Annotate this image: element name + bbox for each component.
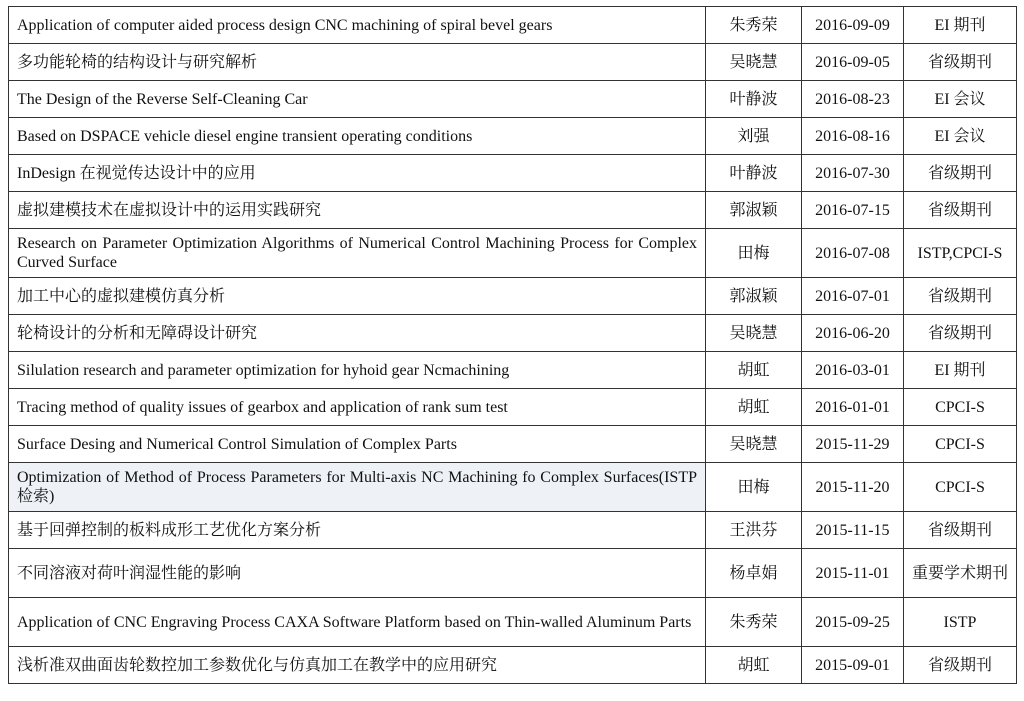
author-name: 叶静波 xyxy=(706,155,802,192)
author-name: 王洪芬 xyxy=(706,512,802,549)
author-name: 吴晓慧 xyxy=(706,315,802,352)
publish-date: 2015-11-29 xyxy=(802,426,904,463)
table-row xyxy=(9,598,1017,647)
publish-date: 2016-07-15 xyxy=(802,192,904,229)
author-name: 郭淑颖 xyxy=(706,192,802,229)
index-type: EI 期刊 xyxy=(904,7,1017,44)
publish-date: 2016-08-23 xyxy=(802,81,904,118)
table-row xyxy=(9,389,1017,426)
index-type: CPCI-S xyxy=(904,426,1017,463)
table-row xyxy=(9,229,1017,278)
table-row xyxy=(9,7,1017,44)
table-row xyxy=(9,463,1017,512)
paper-title: Based on DSPACE vehicle diesel engine transient operating conditions xyxy=(9,118,706,155)
publications-table xyxy=(8,6,1017,684)
index-type: 省级期刊 xyxy=(904,155,1017,192)
publish-date: 2016-09-05 xyxy=(802,44,904,81)
paper-title: 基于回弹控制的板料成形工艺优化方案分析 xyxy=(9,512,706,549)
paper-title: Optimization of Method of Process Parameters for Multi-axis NC Machining fo Complex Surfaces(ISTP 检索) xyxy=(9,463,706,512)
publish-date: 2016-06-20 xyxy=(802,315,904,352)
publish-date: 2015-11-20 xyxy=(802,463,904,512)
author-name: 杨卓娟 xyxy=(706,549,802,598)
paper-title: Application of computer aided process design CNC machining of spiral bevel gears xyxy=(9,7,706,44)
publish-date: 2015-11-01 xyxy=(802,549,904,598)
paper-title: 轮椅设计的分析和无障碍设计研究 xyxy=(9,315,706,352)
author-name: 朱秀荣 xyxy=(706,598,802,647)
paper-title: 不同溶液对荷叶润湿性能的影响 xyxy=(9,549,706,598)
paper-title: Silulation research and parameter optimization for hyhoid gear Ncmachining xyxy=(9,352,706,389)
paper-title: Surface Desing and Numerical Control Simulation of Complex Parts xyxy=(9,426,706,463)
paper-title: 多功能轮椅的结构设计与研究解析 xyxy=(9,44,706,81)
index-type: EI 会议 xyxy=(904,118,1017,155)
table-row xyxy=(9,155,1017,192)
table-row xyxy=(9,278,1017,315)
paper-title: The Design of the Reverse Self-Cleaning Car xyxy=(9,81,706,118)
table-row xyxy=(9,549,1017,598)
publish-date: 2015-11-15 xyxy=(802,512,904,549)
table-row xyxy=(9,81,1017,118)
index-type: 省级期刊 xyxy=(904,512,1017,549)
index-type: ISTP,CPCI-S xyxy=(904,229,1017,278)
table-row xyxy=(9,44,1017,81)
table-row xyxy=(9,192,1017,229)
author-name: 胡虹 xyxy=(706,647,802,684)
paper-title: Tracing method of quality issues of gearbox and application of rank sum test xyxy=(9,389,706,426)
table-row xyxy=(9,315,1017,352)
publish-date: 2016-07-30 xyxy=(802,155,904,192)
table-row xyxy=(9,426,1017,463)
index-type: 重要学术期刊 xyxy=(904,549,1017,598)
table-row xyxy=(9,512,1017,549)
table-row xyxy=(9,647,1017,684)
publish-date: 2015-09-25 xyxy=(802,598,904,647)
publish-date: 2016-01-01 xyxy=(802,389,904,426)
paper-title: 虚拟建模技术在虚拟设计中的运用实践研究 xyxy=(9,192,706,229)
paper-title: 加工中心的虚拟建模仿真分析 xyxy=(9,278,706,315)
paper-title: Application of CNC Engraving Process CAXA Software Platform based on Thin-walled Aluminum Parts xyxy=(9,598,706,647)
paper-title: InDesign 在视觉传达设计中的应用 xyxy=(9,155,706,192)
author-name: 朱秀荣 xyxy=(706,7,802,44)
index-type: 省级期刊 xyxy=(904,647,1017,684)
index-type: 省级期刊 xyxy=(904,315,1017,352)
paper-title: Research on Parameter Optimization Algorithms of Numerical Control Machining Process for Complex Curved Surface xyxy=(9,229,706,278)
author-name: 胡虹 xyxy=(706,352,802,389)
index-type: EI 期刊 xyxy=(904,352,1017,389)
index-type: CPCI-S xyxy=(904,389,1017,426)
index-type: 省级期刊 xyxy=(904,192,1017,229)
paper-title: 浅析准双曲面齿轮数控加工参数优化与仿真加工在教学中的应用研究 xyxy=(9,647,706,684)
author-name: 刘强 xyxy=(706,118,802,155)
index-type: EI 会议 xyxy=(904,81,1017,118)
author-name: 田梅 xyxy=(706,463,802,512)
author-name: 郭淑颖 xyxy=(706,278,802,315)
author-name: 吴晓慧 xyxy=(706,44,802,81)
author-name: 田梅 xyxy=(706,229,802,278)
publish-date: 2015-09-01 xyxy=(802,647,904,684)
publish-date: 2016-07-01 xyxy=(802,278,904,315)
publish-date: 2016-03-01 xyxy=(802,352,904,389)
index-type: ISTP xyxy=(904,598,1017,647)
publish-date: 2016-07-08 xyxy=(802,229,904,278)
author-name: 吴晓慧 xyxy=(706,426,802,463)
index-type: CPCI-S xyxy=(904,463,1017,512)
index-type: 省级期刊 xyxy=(904,44,1017,81)
publish-date: 2016-08-16 xyxy=(802,118,904,155)
index-type: 省级期刊 xyxy=(904,278,1017,315)
author-name: 叶静波 xyxy=(706,81,802,118)
table-row xyxy=(9,352,1017,389)
publish-date: 2016-09-09 xyxy=(802,7,904,44)
table-row xyxy=(9,118,1017,155)
author-name: 胡虹 xyxy=(706,389,802,426)
